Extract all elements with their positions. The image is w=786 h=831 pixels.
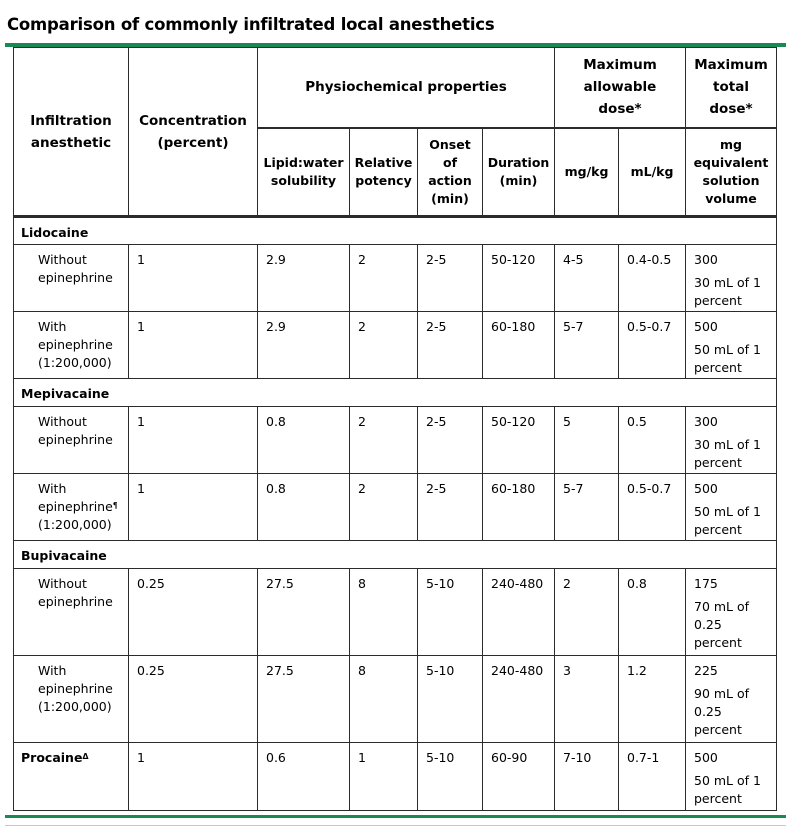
- cell-duration: 50-120: [483, 407, 555, 474]
- row-label-procaine: Procaine$^\Delta$: [14, 743, 129, 811]
- cell-duration: 60-90: [483, 743, 555, 811]
- cell-mlkg: 0.8: [619, 569, 686, 656]
- bottom-rule: [5, 815, 786, 818]
- header-mlkg: mL/kg: [619, 128, 686, 217]
- table-row: [14, 569, 777, 656]
- table-row: [14, 656, 777, 743]
- header-onset: Onset of action (min): [418, 128, 483, 217]
- cell-onset: 2-5: [418, 245, 483, 312]
- header-max-allowable: Maximum allowable dose*: [555, 48, 686, 128]
- cell-lipid: 0.8: [258, 474, 350, 541]
- cell-duration: 60-180: [483, 312, 555, 379]
- table-row: [14, 312, 777, 379]
- cell-concentration: 0.25: [129, 656, 258, 743]
- cell-mgkg: 7-10: [555, 743, 619, 811]
- cell-mlkg: 0.5: [619, 407, 686, 474]
- header-duration: Duration (min): [483, 128, 555, 217]
- cell-total: 300 30 mL of 1 percent: [686, 245, 777, 312]
- cell-total: 500 50 mL of 1 percent: [686, 474, 777, 541]
- cell-concentration: 1: [129, 312, 258, 379]
- table-row: [14, 407, 777, 474]
- footnote-mark: Δ: [82, 752, 89, 761]
- cell-concentration: 1: [129, 245, 258, 312]
- cell-potency: 2: [350, 245, 418, 312]
- cell-total: 225 90 mL of 0.25 percent: [686, 656, 777, 743]
- row-label: Without epinephrine: [14, 569, 129, 656]
- cell-mgkg: 3: [555, 656, 619, 743]
- cell-mlkg: 0.7-1: [619, 743, 686, 811]
- group-bupivacaine: Bupivacaine: [14, 541, 777, 569]
- cell-concentration: 1: [129, 743, 258, 811]
- bottom-hairline: [5, 825, 786, 826]
- cell-potency: 8: [350, 656, 418, 743]
- row-label: With epinephrine¶ (1:200,000): [14, 474, 129, 541]
- cell-potency: 2: [350, 407, 418, 474]
- cell-lipid: 2.9: [258, 312, 350, 379]
- cell-lipid: 27.5: [258, 569, 350, 656]
- row-label: With epinephrine (1:200,000): [14, 656, 129, 743]
- cell-potency: 2: [350, 312, 418, 379]
- cell-concentration: 0.25: [129, 569, 258, 656]
- header-physiochemical: Physiochemical properties: [258, 48, 555, 128]
- cell-onset: 2-5: [418, 474, 483, 541]
- footnote-mark: ¶: [112, 501, 118, 510]
- cell-duration: 60-180: [483, 474, 555, 541]
- header-infiltration-anesthetic: Infiltration anesthetic: [14, 48, 129, 217]
- cell-mgkg: 5: [555, 407, 619, 474]
- cell-lipid: 2.9: [258, 245, 350, 312]
- header-potency: Relative potency: [350, 128, 418, 217]
- cell-mlkg: 1.2: [619, 656, 686, 743]
- cell-onset: 5-10: [418, 569, 483, 656]
- cell-lipid: 0.6: [258, 743, 350, 811]
- row-label: Without epinephrine: [14, 245, 129, 312]
- cell-mlkg: 0.4-0.5: [619, 245, 686, 312]
- cell-mgkg: 2: [555, 569, 619, 656]
- cell-total: 500 50 mL of 1 percent: [686, 312, 777, 379]
- table-row: [14, 474, 777, 541]
- cell-onset: 5-10: [418, 743, 483, 811]
- group-lidocaine: Lidocaine: [14, 217, 777, 245]
- cell-potency: 2: [350, 474, 418, 541]
- anesthetics-table: [13, 47, 777, 811]
- cell-total: 300 30 mL of 1 percent: [686, 407, 777, 474]
- table-row: [14, 743, 777, 811]
- cell-potency: 8: [350, 569, 418, 656]
- cell-lipid: 27.5: [258, 656, 350, 743]
- row-label: Without epinephrine: [14, 407, 129, 474]
- cell-onset: 2-5: [418, 407, 483, 474]
- cell-mgkg: 5-7: [555, 474, 619, 541]
- cell-duration: 240-480: [483, 569, 555, 656]
- header-concentration: Concentration (percent): [129, 48, 258, 217]
- header-max-total: Maximum total dose*: [686, 48, 777, 128]
- cell-total: 500 50 mL of 1 percent: [686, 743, 777, 811]
- cell-mgkg: 5-7: [555, 312, 619, 379]
- table-title: Comparison of commonly infiltrated local anesthetics: [7, 15, 495, 34]
- group-mepivacaine: Mepivacaine: [14, 379, 777, 407]
- cell-duration: 240-480: [483, 656, 555, 743]
- cell-onset: 5-10: [418, 656, 483, 743]
- cell-potency: 1: [350, 743, 418, 811]
- cell-duration: 50-120: [483, 245, 555, 312]
- cell-mgkg: 4-5: [555, 245, 619, 312]
- cell-mlkg: 0.5-0.7: [619, 312, 686, 379]
- header-mg-equivalent: mg equivalent solution volume: [686, 128, 777, 217]
- header-mgkg: mg/kg: [555, 128, 619, 217]
- table-row: [14, 245, 777, 312]
- row-label: With epinephrine (1:200,000): [14, 312, 129, 379]
- header-lipid: Lipid:water solubility: [258, 128, 350, 217]
- cell-onset: 2-5: [418, 312, 483, 379]
- cell-concentration: 1: [129, 474, 258, 541]
- cell-concentration: 1: [129, 407, 258, 474]
- cell-total: 175 70 mL of 0.25 percent: [686, 569, 777, 656]
- cell-mlkg: 0.5-0.7: [619, 474, 686, 541]
- cell-lipid: 0.8: [258, 407, 350, 474]
